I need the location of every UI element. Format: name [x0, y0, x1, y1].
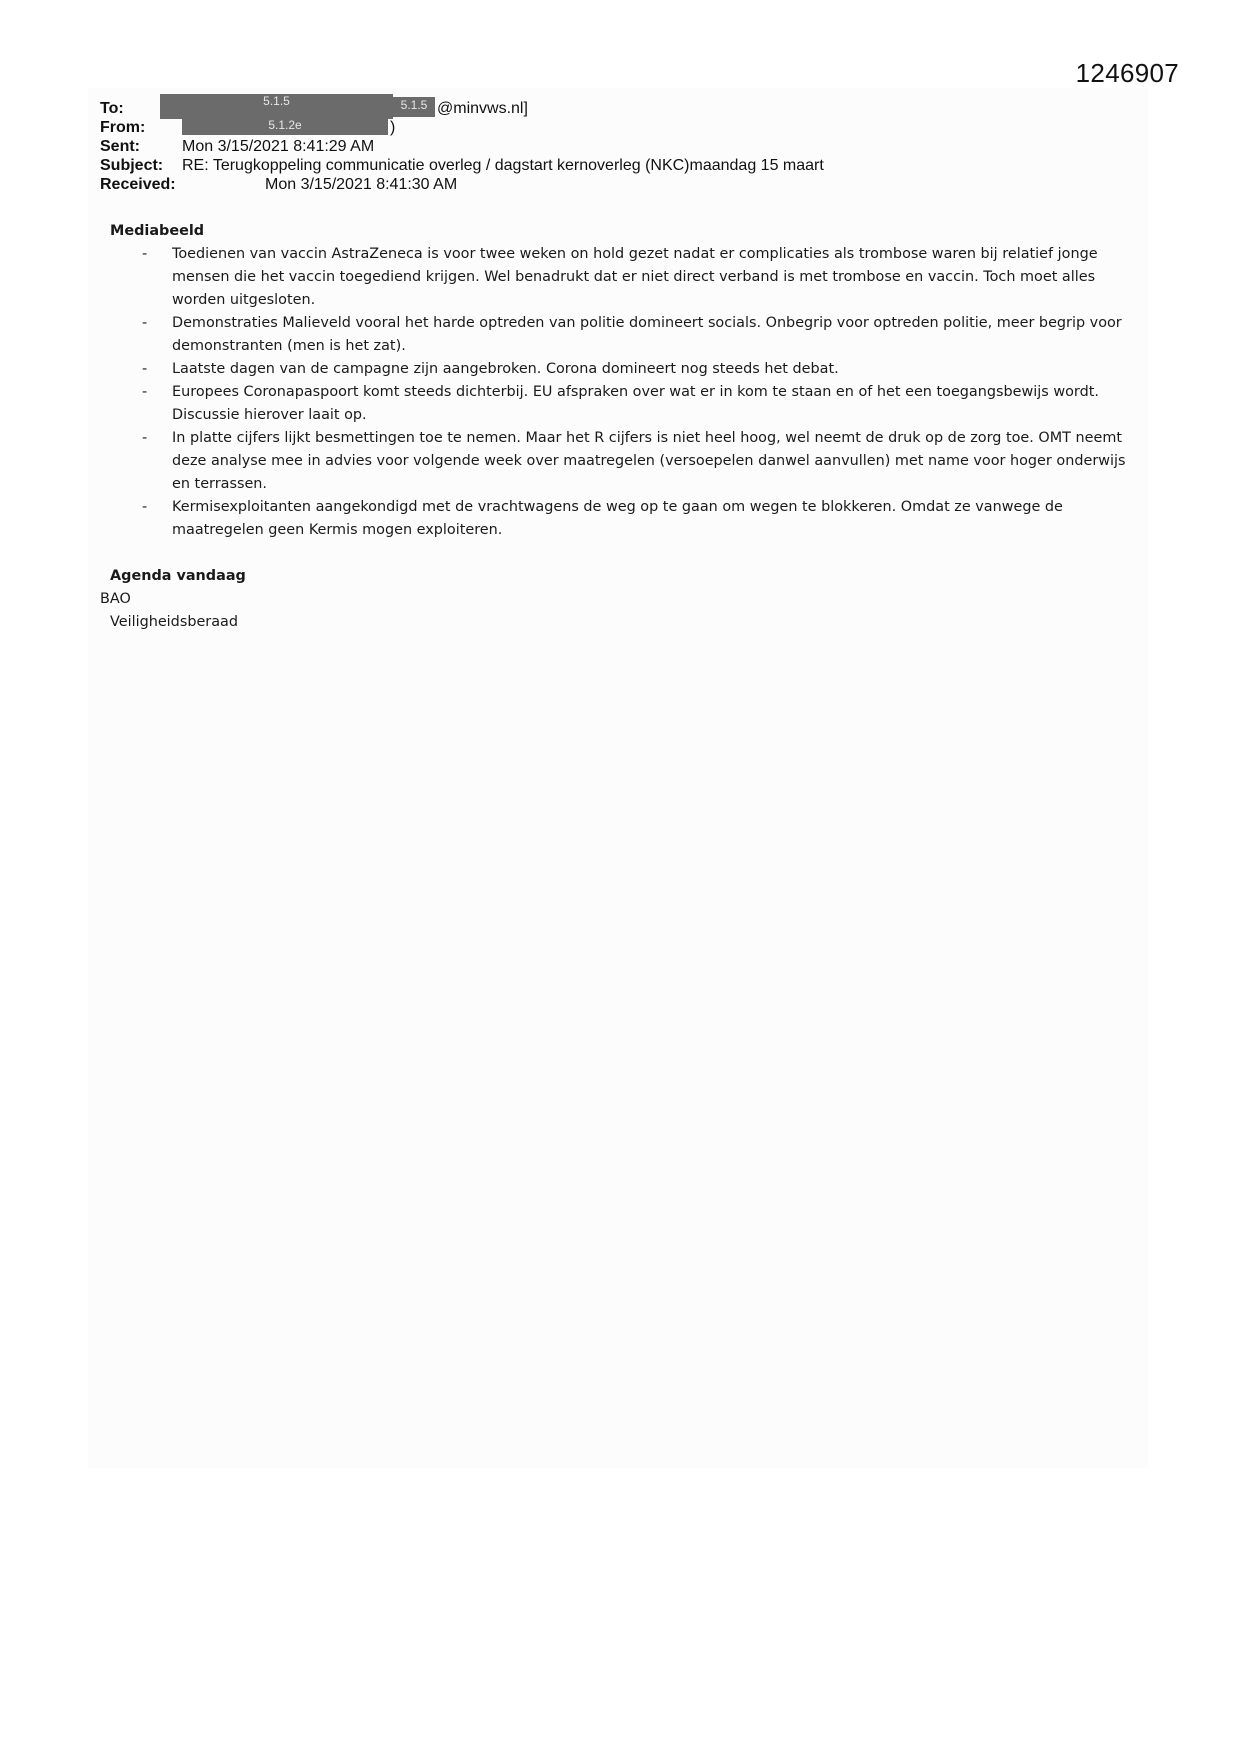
from-label: From: [100, 119, 146, 136]
redaction-from: 5.1.2e [182, 119, 388, 135]
redaction-to-small: 5.1.5 [393, 97, 435, 117]
received-value: Mon 3/15/2021 8:41:30 AM [265, 176, 458, 193]
document-number: 1246907 [1075, 58, 1179, 88]
list-item [100, 496, 1130, 542]
list-item [100, 312, 1130, 358]
subject-label: Subject: [100, 157, 164, 174]
from-value-suffix: ) [390, 119, 396, 136]
list-item [100, 243, 1130, 312]
list-item-text: Kermisexploitanten aangekondigd met de vrachtwagens de weg op te gaan om wegen te blokkeren. Omdat ze vanwege de maatregelen geen Kermis mogen exploiteren. [172, 499, 1063, 538]
list-item-text: Demonstraties Malieveld vooral het harde optreden van politie domineert socials. Onbegrip voor optreden politie, meer begrip voor demonstranten (men is het zat). [172, 315, 1122, 354]
bullet-dash: - [142, 246, 148, 262]
list-item [100, 427, 1130, 496]
to-value-suffix: @minvws.nl] [437, 100, 528, 117]
list-item [100, 358, 1130, 381]
agenda-item: Veiligheidsberaad [110, 614, 238, 630]
received-label: Received: [100, 176, 176, 193]
bullet-dash: - [142, 315, 148, 331]
sent-label: Sent: [100, 138, 140, 155]
redaction-to-main: 5.1.5 [160, 94, 393, 119]
list-item-text: Toedienen van vaccin AstraZeneca is voor twee weken on hold gezet nadat er complicaties als trombose waren bij relatief jonge mensen die het vaccin toegediend krijgen. Wel benadrukt dat er niet direct verband is met trombose en vaccin. Toch moet alles worden uitgesloten. [172, 246, 1098, 308]
to-label: To: [100, 100, 124, 117]
list-item [100, 381, 1130, 427]
list-item-text: Laatste dagen van de campagne zijn aangebroken. Corona domineert nog steeds het debat. [172, 361, 839, 377]
list-item-text: Europees Coronapaspoort komt steeds dichterbij. EU afspraken over wat er in kom te staan en of het een toegangsbewijs wordt. Discussie hierover laait op. [172, 384, 1099, 423]
bullet-dash: - [142, 430, 148, 446]
mediabeeld-list [100, 243, 1130, 542]
bullet-dash: - [142, 361, 148, 377]
agenda-heading: Agenda vandaag [110, 568, 246, 584]
agenda-section [100, 565, 1130, 634]
bullet-dash: - [142, 499, 148, 515]
subject-value: RE: Terugkoppeling communicatie overleg / dagstart kernoverleg (NKC)maandag 15 maart [182, 157, 824, 174]
agenda-item: BAO [100, 591, 131, 607]
sent-value: Mon 3/15/2021 8:41:29 AM [182, 138, 375, 155]
bullet-dash: - [142, 384, 148, 400]
mediabeeld-heading: Mediabeeld [110, 223, 205, 239]
list-item-text: In platte cijfers lijkt besmettingen toe te nemen. Maar het R cijfers is niet heel hoog, wel neemt de druk op de zorg toe. OMT neemt deze analyse mee in advies voor volgende week over maatregelen (versoepelen danwel aanvullen) met name voor hoger onderwijs en terrassen. [172, 430, 1126, 492]
email-body [100, 220, 1130, 634]
